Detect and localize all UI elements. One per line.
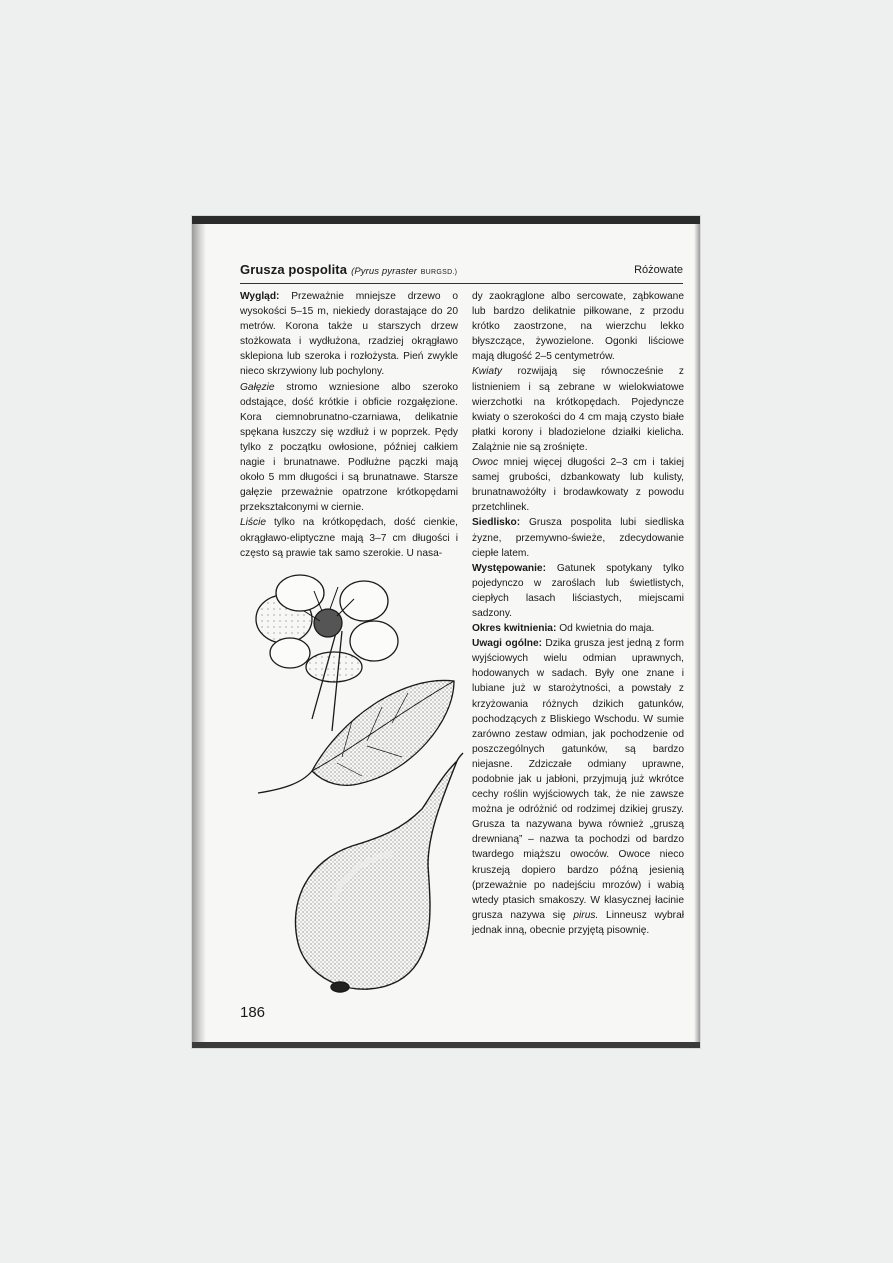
text-branches: stromo wzniesione albo szeroko odstające, dość krótkie i obficie rozgałęzione. Kora ciemnobrunatno-czarniawa, delikatnie spękana łuszczy się wzdłuż i w poprzek. Pędy tylko z początku owłosione, później całkiem nagie i brunatnawe. Podłużne pączki mają około 5 mm długości i są brunatnawe. Starsze gałęzie przeważnie opatrzone krótkopędami przekształconymi w ciernie. <box>240 381 458 514</box>
right-text-column <box>472 289 684 938</box>
family-category: Różowate <box>634 264 683 276</box>
text-leaves: tylko na krótkopędach, dość cienkie, okrągławo-eliptyczne mają 3–7 cm długości i często są prawie tak samo szerokie. U nasa- <box>240 517 458 559</box>
species-latin-name: (Pyrus pyraster <box>351 266 417 277</box>
paragraph-leaves <box>240 515 458 560</box>
text-appearance: Przeważnie mniejsze drzewo o wysokości 5–15 m, niekiedy dorastające do 20 metrów. Korona także u starszych drzew stożkowata i wydłużona, rzadziej okrągławo sklepiona lub szeroka i rozłożysta. Pień zwykle nieco skrzywiony lub pochylony. <box>240 291 458 378</box>
species-title <box>240 262 457 277</box>
label-leaves: Liście <box>240 517 267 529</box>
pear-illustration <box>242 571 467 1011</box>
text-leaves-continued: dy zaokrąglone albo sercowate, ząbkowane lub bardzo delikatnie piłkowane, z przodu krótko zaostrzone, na wierzchu lekko błyszczące, żywozielone. Ogonki liściowe mają długość 2–5 centymetrów. <box>472 291 684 363</box>
label-habitat: Siedlisko: <box>472 517 521 529</box>
pear-fruit-drawing <box>295 753 463 992</box>
left-text-column <box>240 289 458 561</box>
paragraph-flowers <box>472 364 684 455</box>
paragraph-occurrence <box>472 561 684 621</box>
paragraph-leaves-continued <box>472 289 684 364</box>
text-flowering-period: Od kwietnia do maja. <box>556 623 655 635</box>
paragraph-appearance <box>240 289 458 380</box>
page-edge-shadow <box>694 224 700 1042</box>
text-fruit: mniej więcej długości 2–3 cm i takiej samej grubości, dzbankowaty lub kulisty, brunatnawożółty i brodawkowaty z powodu przetchlinek. <box>472 457 684 514</box>
label-fruit: Owoc <box>472 457 499 469</box>
text-general-notes-end: Linneusz wybrał jednak inną, obecnie przyjętą pisownię. <box>472 909 684 936</box>
label-occurrence: Występowanie: <box>472 562 546 574</box>
label-appearance: Wygląd: <box>240 291 280 302</box>
label-flowers: Kwiaty <box>472 366 503 378</box>
page-number: 186 <box>240 1004 266 1021</box>
label-general-notes: Uwagi ogólne: <box>472 638 543 650</box>
scan-top-edge <box>192 216 700 224</box>
text-flowers: rozwijają się równocześnie z listnieniem i są zebrane w wielokwiatowe wierzchotki na krótkopędach. Pojedyncze kwiaty o szerokości do 4 cm mają czysto białe płatki korony i bladozielone działki kielicha. Zalążnie nie są zrośnięte. <box>472 366 684 453</box>
paragraph-fruit <box>472 455 684 515</box>
label-branches: Gałęzie <box>240 381 275 393</box>
species-common-name: Grusza pospolita <box>240 262 348 277</box>
leaf-drawing <box>258 680 454 793</box>
paragraph-flowering-period <box>472 621 684 636</box>
page-header <box>240 261 683 284</box>
label-flowering-period: Okres kwitnienia: <box>472 623 557 635</box>
scanned-page <box>192 216 700 1048</box>
book-gutter-shadow <box>192 224 206 1042</box>
scan-bottom-edge <box>192 1042 700 1048</box>
species-author: BURGSD.) <box>420 269 458 276</box>
text-general-notes: Dzika grusza jest jedną z form wyjściowych wielu odmian uprawnych, hodowanych w sadach. Były one znane i lubiane już w starożytności, a powstały z krzyżowania różnych dzikich gatunków, pochodzących z Bliskiego Wschodu. W sumie zarówno zestaw odmian, jak pochodzenie od poszczególnych gatunków, są bardzo niejasne. Zdziczałe odmiany uprawne, podobnie jak u jabłoni, przyjmują już wkrótce cechy roślin wyjściowych tak, że nie zawsze można je odróżnić od rodzimej dzikiej gruszy. Grusza ta nazywana bywa również „gruszą drewnianą” – nazwa ta pochodzi od bardzo twardego miąższu owoców. Owoce nieco kruszeją dopiero bardzo późną jesienią (przeważnie po nadejściu mrozów) i wabią wtedy ptasich smakoszy. W klasycznej łacinie grusza nazywa się <box>472 638 684 921</box>
paragraph-habitat <box>472 515 684 560</box>
text-habitat: Grusza pospolita lubi siedliska żyzne, przemywno-świeże, zdecydowanie ciepłe latem. <box>472 517 684 559</box>
text-latin-pirus: pirus. <box>573 909 599 921</box>
paragraph-branches <box>240 380 458 516</box>
paragraph-general-notes <box>472 636 684 938</box>
text-occurrence: Gatunek spotykany tylko pojedynczo w zaroślach lub świetlistych, ciepłych lasach liściastych, miejscami sadzony. <box>472 562 684 619</box>
